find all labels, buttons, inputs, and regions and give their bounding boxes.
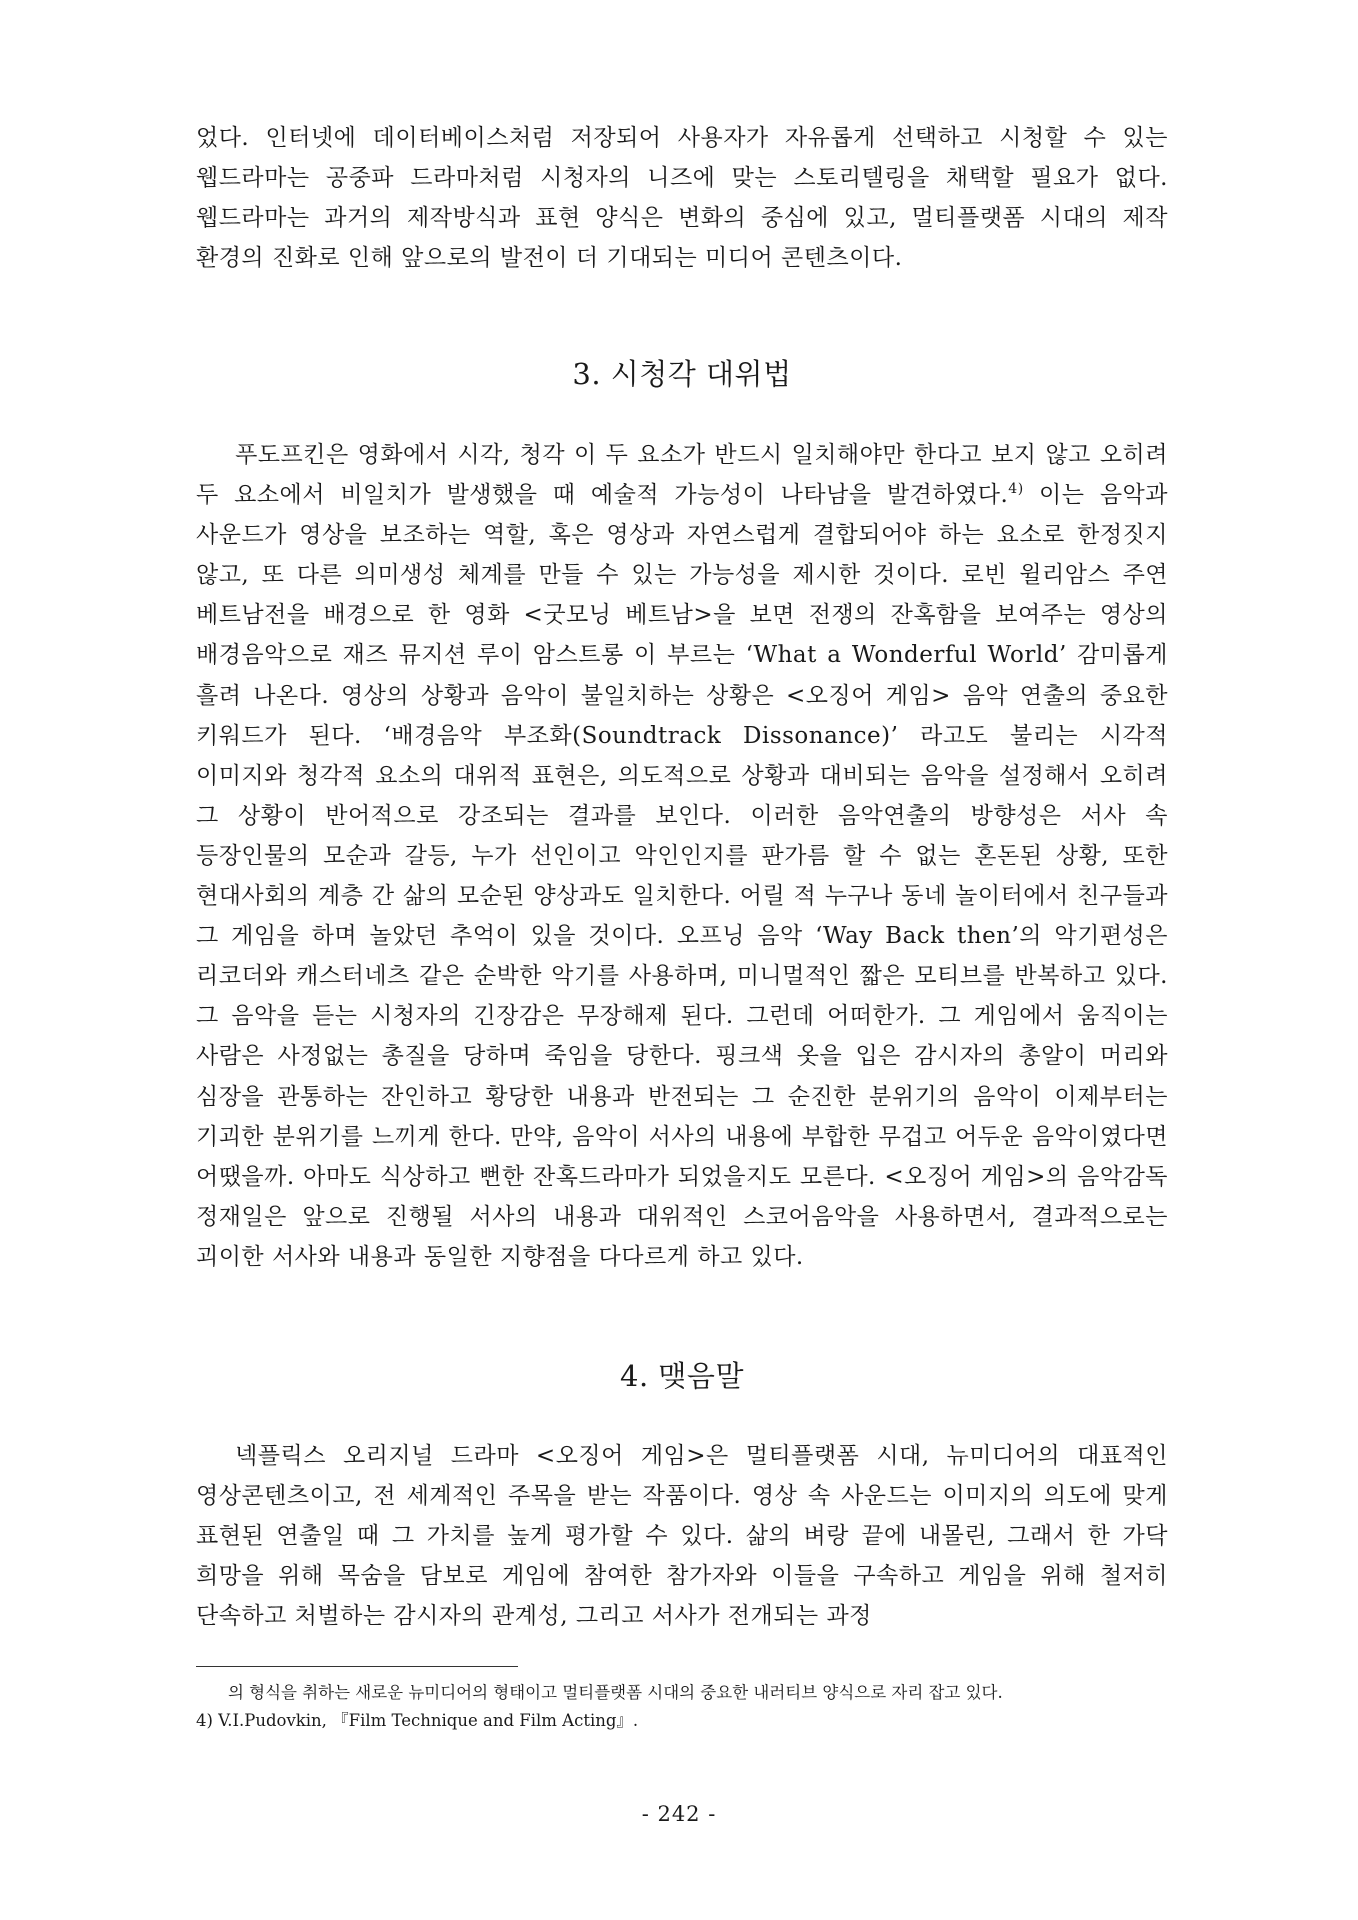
section-3-paragraph bbox=[196, 435, 1168, 1277]
page-number: - 242 - bbox=[641, 1802, 717, 1826]
section-4-heading: 4. 맺음말 bbox=[620, 1359, 744, 1393]
section-3-heading: 3. 시청각 대위법 bbox=[572, 357, 792, 391]
footnote-continuation: 의 형식을 취하는 새로운 뉴미디어의 형태이고 멀티플랫폼 시대의 중요한 내러티브 양식으로 자리 잡고 있다. bbox=[228, 1683, 1003, 1702]
footnote-divider bbox=[196, 1666, 518, 1667]
footnote-ref-4[interactable]: 4) bbox=[1008, 481, 1024, 498]
intro-block bbox=[196, 118, 1168, 278]
section-4-paragraph: 넥플릭스 오리지널 드라마 <오징어 게임>은 멀티플랫폼 시대, 뉴미디어의 대표적인 영상콘텐츠이고, 전 세계적인 주목을 받는 작품이다. 영상 속 사운드는 이미지의 의도에 맞게 표현된 연출일 때 그 가치를 높게 평가할 수 있다. 삶의 벼랑 끝에 내몰린, 그래서 한 가닥 희망을 위해 목숨을 담보로 게임에 참여한 참가자와 이들을 구속하고 게임을 위해 철저히 단속하고 처벌하는 감시자의 관계성, 그리고 서사가 전개되는 과정 bbox=[196, 1443, 1168, 1630]
section-4-body bbox=[196, 1436, 1168, 1636]
footnote-4: 4) V.I.Pudovkin, 『Film Technique and Film Acting』. bbox=[196, 1711, 639, 1730]
section-3-body bbox=[196, 435, 1168, 1277]
section-3-text-a: 푸도프킨은 영화에서 시각, 청각 이 두 요소가 반드시 일치해야만 한다고 보지 않고 오히려 두 요소에서 비일치가 발생했을 때 예술적 가능성이 나타남을 발견하였다. bbox=[196, 442, 1168, 509]
section-3-text-b: 이는 음악과 사운드가 영상을 보조하는 역할, 혹은 영상과 자연스럽게 결합되어야 하는 요소로 한정짓지 않고, 또 다른 의미생성 체계를 만들 수 있는 가능성을 제시한 것이다. 로빈 윌리암스 주연 베트남전을 배경으로 한 영화 <굿모닝 베트남>을 보면 전쟁의 잔혹함을 보여주는 영상의 배경음악으로 재즈 뮤지션 루이 암스트롱 이 부르는 ‘What a Wonderful World’ 감미롭게 흘려 나온다. 영상의 상황과 음악이 불일치하는 상황은 <오징어 게임> 음악 연출의 중요한 키워드가 된다. ‘배경음악 부조화(Soundtrack Dissonance)’ 라고도 불리는 시각적 이미지와 청각적 요소의 대위적 표현은, 의도적으로 상황과 대비되는 음악을 설정해서 오히려 그 상황이 반어적으로 강조되는 결과를 보인다. 이러한 음악연출의 방향성은 서사 속 등장인물의 모순과 갈등, 누가 선인이고 악인인지를 판가름 할 수 없는 혼돈된 상황, 또한 현대사회의 계층 간 삶의 모순된 양상과도 일치한다. 어릴 적 누구나 동네 놀이터에서 친구들과 그 게임을 하며 놀았던 추억이 있을 것이다. 오프닝 음악 ‘Way Back then’의 악기편성은 리코더와 캐스터네츠 같은 순박한 악기를 사용하며, 미니멀적인 짧은 모티브를 반복하고 있다. 그 음악을 듣는 시청자의 긴장감은 무장해제 된다. 그런데 어떠한가. 그 게임에서 움직이는 사람은 사정없는 총질을 당하며 죽임을 당한다. 핑크색 옷을 입은 감시자의 총알이 머리와 심장을 관통하는 잔인하고 황당한 내용과 반전되는 그 순진한 분위기의 음악이 이제부터는 기괴한 분위기를 느끼게 한다. 만약, 음악이 서사의 내용에 부합한 무겁고 어두운 음악이였다면 어땠을까. 아마도 식상하고 뻔한 잔혹드라마가 되었을지도 모른다. <오징어 게임>의 음악감독 정재일은 앞으로 진행될 서사의 내용과 대위적인 스코어음악을 사용하면서, 결과적으로는 괴이한 서사와 내용과 동일한 지향점을 다다르게 하고 있다. bbox=[196, 482, 1168, 1270]
intro-paragraph: 었다. 인터넷에 데이터베이스처럼 저장되어 사용자가 자유롭게 선택하고 시청할 수 있는 웹드라마는 공중파 드라마처럼 시청자의 니즈에 맞는 스토리텔링을 채택할 필요가 없다. 웹드라마는 과거의 제작방식과 표현 양식은 변화의 중심에 있고, 멀티플랫폼 시대의 제작 환경의 진화로 인해 앞으로의 발전이 더 기대되는 미디어 콘텐츠이다. bbox=[196, 125, 1168, 272]
footnotes bbox=[196, 1679, 1168, 1735]
